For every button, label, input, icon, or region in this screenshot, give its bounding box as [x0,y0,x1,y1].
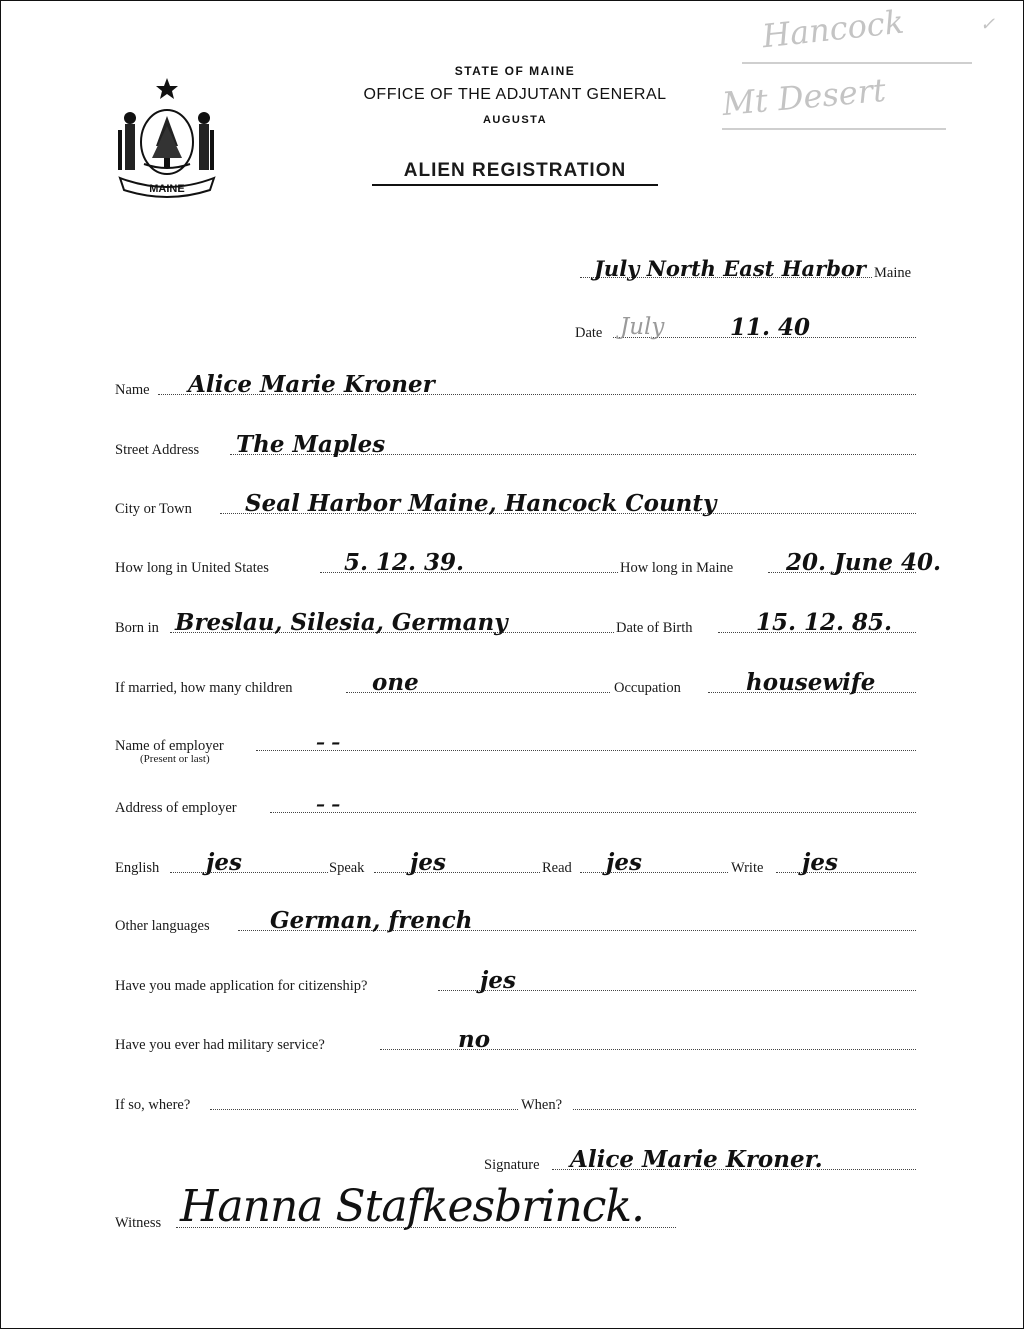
service-details-row [0,1072,1024,1112]
other-languages-value: German, french [270,907,473,934]
employer-line [256,750,916,751]
born-in-value: Breslau, Silesia, Germany [175,609,508,636]
name-label: Name [115,381,150,398]
place-value: July North East Harbor [594,256,866,281]
read-value: jes [606,849,642,876]
born-in-label: Born in [115,619,159,636]
employer-sublabel: (Present or last) [140,753,210,765]
residence-duration-row [0,535,1024,575]
employer-row [0,713,1024,753]
children-label: If married, how many children [115,679,293,696]
employer-address-line [270,812,916,813]
citizenship-label: Have you made application for citizenship? [115,977,368,994]
maine-state-seal [112,72,222,202]
employer-address-row [0,775,1024,815]
speak-value: jes [410,849,446,876]
street-value: The Maples [236,431,386,458]
witness-signature: Hanna Stafkesbrinck. [180,1181,645,1232]
street-row [0,417,1024,457]
dob-label: Date of Birth [616,619,693,636]
speak-label: Speak [329,859,365,876]
how-long-us-label: How long in United States [115,559,269,576]
pencil-underline [722,128,946,130]
employer-address-label: Address of employer [115,799,237,816]
citizenship-row [0,953,1024,993]
where-line [210,1109,518,1110]
children-value: one [372,669,419,696]
pencil-note-town: Mt Desert [720,70,888,124]
english-row [0,835,1024,875]
street-label: Street Address [115,441,200,458]
pencil-underline [742,62,972,64]
place-row [0,240,1024,280]
write-line [776,872,916,873]
other-languages-row [0,893,1024,933]
how-long-maine-value: 20. June 40. [786,549,942,576]
military-row [0,1012,1024,1052]
when-line [573,1109,916,1110]
how-long-maine-label: How long in Maine [620,559,734,576]
read-label: Read [542,859,572,876]
birth-row [0,595,1024,635]
city-value: Seal Harbor Maine, Hancock County [245,490,717,517]
write-label: Write [731,859,764,876]
employer-address-value: – – [316,794,341,815]
english-value: jes [206,849,242,876]
seal-banner-text: MAINE [149,183,185,195]
witness-label: Witness [115,1214,162,1231]
read-line [580,872,728,873]
occupation-label: Occupation [614,679,681,696]
header-city: AUGUSTA [482,114,548,126]
write-value: jes [802,849,838,876]
pencil-note-county: Hancock [760,2,906,56]
date-row [0,300,1024,340]
signature-value: Alice Marie Kroner. [570,1146,823,1173]
signature-label: Signature [484,1156,540,1173]
header-office: OFFICE OF THE ADJUTANT GENERAL [363,86,667,103]
family-row [0,655,1024,695]
where-label: If so, where? [115,1096,191,1113]
english-line [170,872,328,873]
english-label: English [115,859,160,876]
date-value: 11. 40 [730,314,811,341]
city-row [0,476,1024,516]
name-value: Alice Marie Kroner [188,371,435,398]
date-month: July [620,314,665,340]
how-long-us-value: 5. 12. 39. [344,549,465,576]
place-suffix: Maine [874,264,912,281]
occupation-value: housewife [746,669,876,696]
date-label: Date [575,324,603,341]
city-label: City or Town [115,500,192,517]
military-value: no [458,1026,491,1053]
pencil-check-icon: ✓ [980,14,996,35]
other-languages-label: Other languages [115,917,210,934]
dob-value: 15. 12. 85. [756,609,893,636]
when-label: When? [521,1096,563,1113]
citizenship-value: jes [480,967,516,994]
military-label: Have you ever had military service? [115,1036,325,1053]
employer-label: Name of employer [115,737,224,754]
employer-value: – – [316,732,341,753]
form-title: ALIEN REGISTRATION [372,160,658,186]
header-state: STATE OF MAINE [454,64,576,78]
speak-line [374,872,540,873]
name-row [0,357,1024,397]
